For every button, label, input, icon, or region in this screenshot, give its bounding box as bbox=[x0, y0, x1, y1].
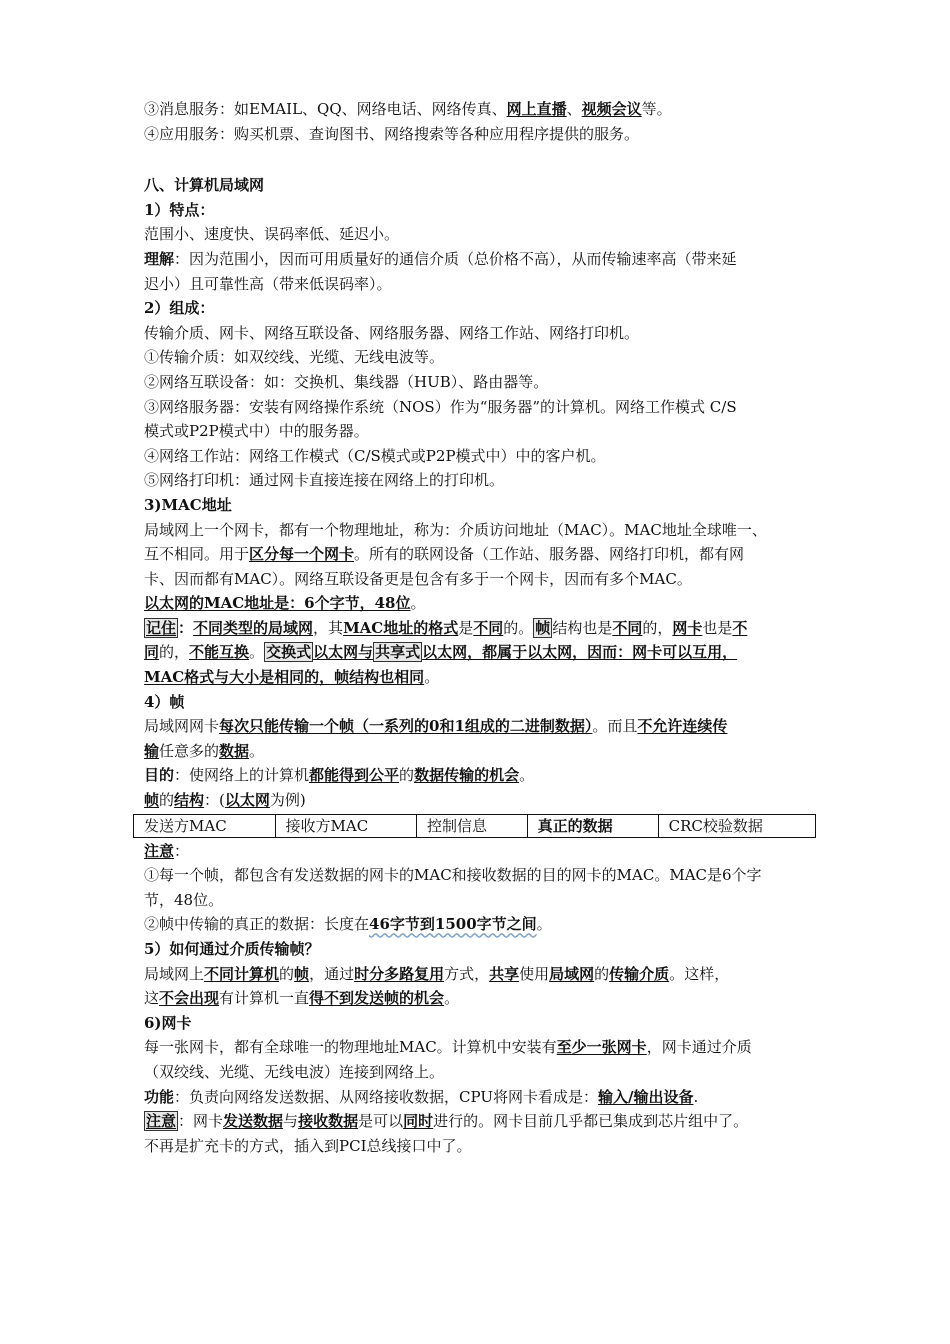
composition-heading: 2）组成： bbox=[144, 299, 215, 318]
message-service-line: ③消息服务：如EMAIL、QQ、网络电话、网络传真、网上直播、视频会议等。 bbox=[144, 100, 672, 118]
mac-para-line-2: 互不相同。用于区分每一个网卡。所有的联网设备（工作站、服务器、网络打印机，都有网 bbox=[144, 545, 745, 564]
switched-boxed-term: 交换式 bbox=[266, 643, 312, 662]
frame-note-1b: 节，48位。 bbox=[144, 890, 224, 909]
frame-boxed-term: 帧 bbox=[535, 618, 551, 637]
composition-item-5: ⑤网络打印机：通过网卡直接连接在网络上的打印机。 bbox=[144, 471, 505, 490]
mac-heading: 3)MAC地址 bbox=[144, 495, 232, 514]
composition-item-3b: 模式或P2P模式中）中的服务器。 bbox=[144, 422, 369, 441]
shared-boxed-term: 共享式 bbox=[375, 643, 421, 662]
application-service-line: ④应用服务：购买机票、查询图书、网络搜索等各种应用程序提供的服务。 bbox=[144, 124, 640, 143]
video-conference-term: 视频会议 bbox=[581, 100, 642, 118]
document-page bbox=[144, 97, 824, 1158]
table-cell-sender-mac: 发送方MAC bbox=[134, 814, 276, 837]
ethernet-mac-line: 以太网的MAC地址是：6个字节，48位。 bbox=[144, 594, 426, 613]
composition-list: 传输介质、网卡、网络互联设备、网络服务器、网络工作站、网络打印机。 bbox=[144, 323, 640, 342]
composition-item-2: ②网络互联设备：如：交换机、集线器（HUB）、路由器等。 bbox=[144, 372, 549, 391]
table-cell-receiver-mac: 接收方MAC bbox=[275, 814, 417, 837]
composition-item-4: ④网络工作站：网络工作模式（C/S模式或P2P模式中）中的客户机。 bbox=[144, 446, 606, 465]
ethernet-mac-size: 以太网的MAC地址是：6个字节，48位 bbox=[144, 594, 411, 613]
frame-para-line-2: 输任意多的数据。 bbox=[144, 741, 265, 760]
nic-last-line: 不再是扩充卡的方式，插入到PCI总线接口中了。 bbox=[144, 1136, 472, 1155]
nic-function-line: 功能：负责向网络发送数据、从网络接收数据，CPU将网卡看成是：输入/输出设备. bbox=[144, 1087, 699, 1106]
remember-line-3: MAC格式与大小是相同的，帧结构也相同。 bbox=[144, 668, 440, 687]
mac-para-line-3: 卡、因而都有MAC）。网络互联设备更是包含有多于一个网卡，因而有多个MAC。 bbox=[144, 569, 692, 588]
frame-note-1a: ①每一个帧，都包含有发送数据的网卡的MAC和接收数据的目的网卡的MAC。MAC是6个字 bbox=[144, 866, 762, 885]
table-cell-control-info: 控制信息 bbox=[417, 814, 528, 837]
nic-heading: 6)网卡 bbox=[144, 1013, 192, 1032]
frame-structure-table bbox=[133, 814, 816, 838]
purpose-label: 目的 bbox=[144, 766, 175, 785]
understand-line-1: 理解：因为范围小，因而可用质量好的通信介质（总价格不高），从而传输速率高（带来延 bbox=[144, 249, 737, 268]
table-cell-crc: CRC校验数据 bbox=[658, 814, 815, 837]
remember-line-2: 同的，不能互换。 交换式 以太网与 共享式 以太网，都属于以太网，因而：网卡可以互用， bbox=[144, 643, 738, 662]
nic-note-label: 注意 bbox=[146, 1112, 177, 1131]
frame-purpose-line: 目的：使网络上的计算机都能得到公平的数据传输的机会。 bbox=[144, 766, 535, 785]
spacer bbox=[144, 146, 824, 173]
distinguish-nic-term: 区分每一个网卡 bbox=[249, 545, 355, 564]
mac-para-line-1: 局域网上一个网卡，都有一个物理地址，称为：介质访问地址（MAC）。MAC地址全球唯一、 bbox=[144, 520, 767, 539]
live-streaming-term: 网上直播 bbox=[506, 100, 567, 118]
note-label: 注意 bbox=[144, 841, 175, 860]
frame-structure-line: 帧的结构：(以太网为例) bbox=[144, 791, 306, 810]
nic-para-line-1: 每一张网卡，都有全球唯一的物理地址MAC。计算机中安装有至少一张网卡，网卡通过介质 bbox=[144, 1038, 752, 1057]
understand-label: 理解 bbox=[144, 249, 175, 268]
transmit-heading: 5）如何通过介质传输帧？ bbox=[144, 940, 320, 958]
frame-para-line-1: 局域网网卡每次只能传输一个帧（一系列的0和1组成的二进制数据）。而且不允许连续传 bbox=[144, 717, 728, 736]
frame-note-2: ②帧中传输的真正的数据：长度在46字节到1500字节之间。 bbox=[144, 915, 552, 934]
understand-line-2: 迟小）且可靠性高（带来低误码率）。 bbox=[144, 274, 392, 293]
function-label: 功能 bbox=[144, 1087, 175, 1106]
frame-heading: 4）帧 bbox=[144, 692, 185, 711]
table-cell-real-data: 真正的数据 bbox=[527, 814, 658, 837]
remember-label: 记住 bbox=[146, 618, 177, 637]
composition-item-1: ①传输介质：如双绞线、光缆、无线电波等。 bbox=[144, 348, 445, 367]
transmit-line-1: 局域网上不同计算机的帧，通过时分多路复用方式，共享使用局域网的传输介质。这样， bbox=[144, 964, 730, 983]
nic-note-line: 注意 ：网卡发送数据与接收数据是可以同时进行的。网卡目前几乎都已集成到芯片组中了。 bbox=[146, 1112, 749, 1131]
features-heading: 1）特点： bbox=[144, 200, 215, 219]
transmit-line-2: 这不会出现有计算机一直得不到发送帧的机会。 bbox=[144, 989, 460, 1008]
section-title: 八、计算机局域网 bbox=[144, 176, 265, 195]
table-row bbox=[134, 814, 816, 837]
composition-item-3a: ③网络服务器：安装有网络操作系统（NOS）作为“服务器”的计算机。网络工作模式 C/S bbox=[144, 397, 737, 416]
nic-para-line-2: （双绞线、光缆、无线电波）连接到网络上。 bbox=[144, 1062, 445, 1081]
features-text: 范围小、速度快、误码率低、延迟小。 bbox=[144, 225, 400, 244]
frame-note-heading: 注意： bbox=[144, 841, 190, 860]
remember-line-1: 记住 ：不同类型的局域网，其MAC地址的格式是不同的。 帧 结构也是不同的，网卡也是不 bbox=[146, 618, 748, 637]
